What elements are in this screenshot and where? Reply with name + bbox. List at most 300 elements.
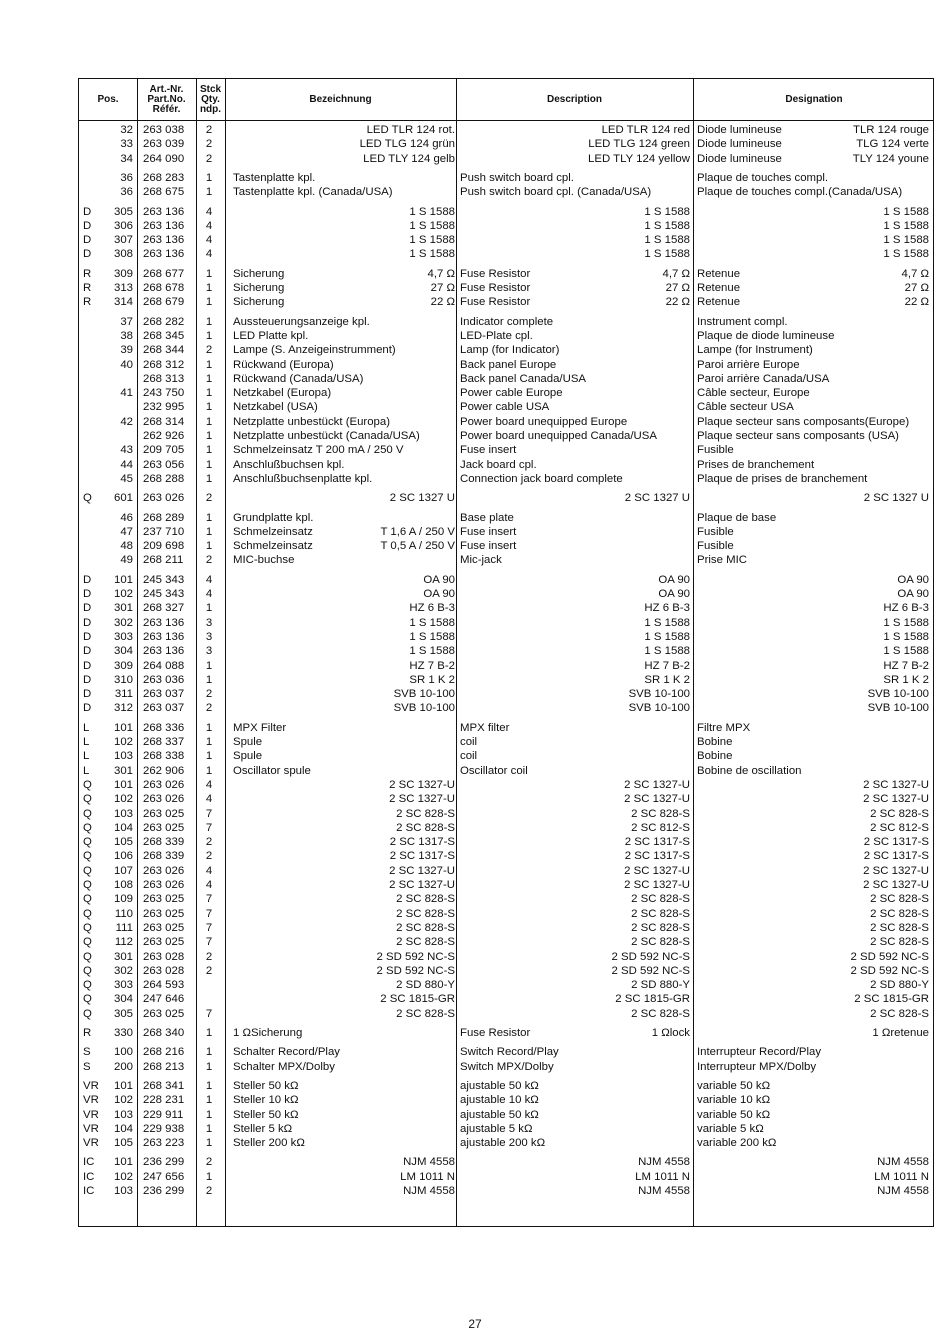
- bezeichnung: Tastenplatte kpl.: [233, 171, 316, 184]
- table-row: [79, 358, 935, 372]
- description: Fuse Resistor: [460, 1027, 531, 1039]
- pos-number: 37: [120, 315, 133, 328]
- designation: Câble secteur USA: [697, 401, 794, 414]
- bezeichnung-value: 1 S 1588: [409, 645, 455, 658]
- description-value: 2 SC 1327-U: [624, 879, 690, 891]
- bezeichnung-value: 1 S 1588: [409, 205, 455, 218]
- designation-value: LM 1011 N: [874, 1170, 929, 1183]
- description: ajustable 50 kΩ: [460, 1079, 539, 1092]
- part-number: 247 656: [143, 1170, 185, 1183]
- part-number: 263 025: [143, 936, 185, 949]
- designation-value: 2 SC 828-S: [870, 807, 929, 820]
- pos-prefix: D: [83, 630, 92, 643]
- table-row: [79, 1122, 935, 1136]
- table-row: [79, 429, 935, 443]
- pos-prefix: Q: [83, 907, 92, 920]
- bezeichnung-value: 2 SC 1327-U: [389, 864, 455, 877]
- quantity: 3: [205, 616, 213, 629]
- table-row: [79, 458, 935, 472]
- bezeichnung: Schmelzeinsatz T 200 mA / 250 V: [233, 444, 404, 457]
- description-value: 4,7 Ω: [662, 267, 690, 280]
- table-row: [79, 1170, 935, 1184]
- pos-number: 32: [120, 124, 133, 136]
- bezeichnung-value: SR 1 K 2: [409, 673, 455, 686]
- designation-value: 1 S 1588: [883, 630, 929, 643]
- designation: Diode lumineuse: [697, 124, 782, 136]
- bezeichnung-value: HZ 7 B-2: [409, 659, 455, 672]
- part-number: 263 025: [143, 893, 185, 906]
- part-number: 264 090: [143, 152, 185, 165]
- designation-value: SVB 10-100: [867, 702, 929, 715]
- description: Fuse Resistor: [460, 296, 531, 309]
- part-number: 263 136: [143, 205, 185, 218]
- description-value: 2 SC 828-S: [631, 921, 690, 934]
- description-value: 1 S 1588: [644, 630, 690, 643]
- table-row: [79, 137, 935, 151]
- bezeichnung-value: 2 SC 1327-U: [389, 793, 455, 806]
- pos-prefix: S: [83, 1046, 91, 1059]
- part-number: 245 343: [143, 588, 185, 600]
- pos-number: 301: [113, 764, 133, 777]
- pos-prefix: D: [83, 205, 92, 218]
- description: Push switch board cpl. (Canada/USA): [460, 186, 652, 199]
- quantity: 1: [205, 736, 213, 748]
- part-number: 263 025: [143, 907, 185, 920]
- description-value: NJM 4558: [638, 1156, 690, 1169]
- description: Push switch board cpl.: [460, 171, 574, 184]
- part-number: 263 136: [143, 219, 185, 232]
- header-qty-fr: ndp.: [199, 103, 222, 115]
- table-row: [79, 205, 935, 219]
- table-row: [79, 950, 935, 964]
- table-row: [79, 315, 935, 329]
- bezeichnung-value: T 0,5 A / 250 V: [380, 540, 455, 553]
- quantity: 1: [205, 673, 213, 686]
- designation: Paroi arrière Europe: [697, 358, 800, 371]
- table-row: [79, 1026, 935, 1040]
- quantity: 3: [205, 645, 213, 658]
- quantity: 1: [205, 430, 213, 442]
- pos-prefix: D: [83, 602, 92, 615]
- table-row: [79, 185, 935, 199]
- table-row: [79, 1184, 935, 1198]
- table-row: [79, 749, 935, 763]
- table-row: [79, 171, 935, 185]
- pos-number: 41: [120, 387, 133, 400]
- table-row: [79, 921, 935, 935]
- description: Jack board cpl.: [460, 458, 537, 471]
- description-value: 1 S 1588: [644, 645, 690, 658]
- designation-value: 4,7 Ω: [901, 267, 929, 280]
- bezeichnung-value: OA 90: [423, 573, 455, 586]
- part-number: 268 337: [143, 736, 185, 748]
- bezeichnung-value: 2 SC 828-S: [396, 1007, 455, 1020]
- pos-number: 106: [113, 850, 133, 863]
- pos-number: 101: [113, 1156, 133, 1169]
- bezeichnung: Sicherung: [233, 267, 285, 280]
- quantity: 1: [205, 267, 213, 280]
- pos-prefix: IC: [83, 1170, 95, 1183]
- bezeichnung: Netzplatte unbestückt (Canada/USA): [233, 430, 420, 442]
- bezeichnung-value: LED TLR 124 rot.: [366, 124, 455, 136]
- designation: Plaque de touches compl.: [697, 171, 829, 184]
- pos-number: 109: [113, 893, 133, 906]
- designation-value: 1 S 1588: [883, 645, 929, 658]
- header-designation: Designation: [785, 93, 843, 105]
- part-number: 263 136: [143, 616, 185, 629]
- description-value: 2 SC 1327-U: [624, 778, 690, 791]
- pos-number: 36: [120, 171, 133, 184]
- pos-prefix: Q: [83, 864, 92, 877]
- description: Fuse insert: [460, 444, 517, 457]
- pos-prefix: VR: [83, 1122, 99, 1135]
- quantity: 2: [205, 702, 213, 715]
- designation-value: 2 SC 812-S: [870, 821, 929, 834]
- part-number: 268 345: [143, 329, 185, 342]
- bezeichnung-value: 27 Ω: [430, 282, 455, 294]
- quantity: 2: [205, 950, 213, 963]
- designation-value: 2 SD 592 NC-S: [850, 964, 929, 977]
- table-row: [79, 415, 935, 429]
- pos-number: 49: [120, 554, 133, 567]
- designation: Diode lumineuse: [697, 152, 782, 165]
- table-row: [79, 219, 935, 233]
- bezeichnung: Rückwand (Europa): [233, 358, 334, 371]
- pos-number: 103: [113, 1185, 133, 1197]
- table-row: [79, 343, 935, 357]
- part-number: 264 593: [143, 979, 185, 992]
- pos-number: 44: [120, 458, 133, 471]
- description: Power board unequipped Canada/USA: [460, 430, 657, 442]
- part-number: 268 339: [143, 850, 185, 863]
- description: coil: [460, 736, 478, 748]
- description: ajustable 50 kΩ: [460, 1108, 539, 1121]
- quantity: 1: [205, 458, 213, 471]
- quantity: 1: [205, 1170, 213, 1183]
- designation: Plaque de diode lumineuse: [697, 329, 835, 342]
- quantity: 1: [205, 315, 213, 328]
- pos-prefix: L: [83, 736, 90, 748]
- quantity: 1: [205, 186, 213, 199]
- pos-number: 330: [113, 1027, 133, 1039]
- pos-number: 48: [120, 540, 133, 553]
- pos-prefix: D: [83, 248, 92, 261]
- bezeichnung: Spule: [233, 750, 263, 763]
- pos-number: 303: [113, 630, 133, 643]
- bezeichnung: Steller 200 kΩ: [233, 1137, 305, 1150]
- quantity: 4: [205, 219, 213, 232]
- bezeichnung-value: SVB 10-100: [393, 702, 455, 715]
- designation: variable 50 kΩ: [697, 1108, 771, 1121]
- bezeichnung-value: 1 S 1588: [409, 219, 455, 232]
- part-number: 263 136: [143, 645, 185, 658]
- description-value: 2 SC 828-S: [631, 907, 690, 920]
- bezeichnung: Rückwand (Canada/USA): [233, 372, 364, 385]
- designation: Bobine: [697, 750, 733, 763]
- part-number: 263 056: [143, 458, 185, 471]
- quantity: 1: [205, 750, 213, 763]
- designation: Plaque de touches compl.(Canada/USA): [697, 186, 903, 199]
- table-row: [79, 1136, 935, 1150]
- designation: Bobine de oscillation: [697, 764, 802, 777]
- pos-prefix: Q: [83, 936, 92, 949]
- pos-number: 102: [113, 1170, 133, 1183]
- table-row: [79, 525, 935, 539]
- bezeichnung: MPX Filter: [233, 721, 287, 734]
- designation-value: OA 90: [897, 588, 929, 600]
- pos-number: 103: [113, 1108, 133, 1121]
- part-number: 263 223: [143, 1137, 185, 1150]
- quantity: 2: [205, 554, 213, 567]
- quantity: 1: [205, 358, 213, 371]
- description-value: 2 SD 880-Y: [631, 979, 690, 992]
- quantity: 2: [205, 152, 213, 165]
- part-number: 243 750: [143, 387, 185, 400]
- designation-value: 2 SC 828-S: [870, 1007, 929, 1020]
- bezeichnung-value: 22 Ω: [430, 296, 455, 309]
- part-number: 263 136: [143, 234, 185, 247]
- pos-prefix: Q: [83, 836, 92, 849]
- bezeichnung: Anschlußbuchsen kpl.: [233, 458, 345, 471]
- bezeichnung-value: 2 SC 1327-U: [389, 879, 455, 891]
- designation-value: 2 SC 828-S: [870, 907, 929, 920]
- header-divider: [79, 120, 933, 121]
- part-number: 263 037: [143, 688, 185, 701]
- pos-prefix: Q: [83, 950, 92, 963]
- description-value: OA 90: [658, 573, 690, 586]
- quantity: 7: [205, 907, 213, 920]
- part-number: 268 677: [143, 267, 185, 280]
- part-number: 268 312: [143, 358, 185, 371]
- table-row: [79, 587, 935, 601]
- header-qty-de: Stck: [199, 83, 222, 95]
- pos-number: 601: [113, 492, 133, 505]
- quantity: 3: [205, 630, 213, 643]
- designation: Retenue: [697, 282, 741, 294]
- designation: Fusible: [697, 444, 734, 457]
- part-number: 268 216: [143, 1046, 185, 1059]
- description: Power cable USA: [460, 401, 550, 414]
- bezeichnung: Aussteuerungsanzeige kpl.: [233, 315, 370, 328]
- table-row: [79, 878, 935, 892]
- part-number: 268 327: [143, 602, 185, 615]
- designation-value: TLR 124 rouge: [853, 124, 929, 136]
- bezeichnung: 1 ΩSicherung: [233, 1027, 303, 1039]
- description: Fuse insert: [460, 540, 517, 553]
- designation-value: 2 SD 592 NC-S: [850, 950, 929, 963]
- pos-number: 303: [113, 979, 133, 992]
- description-value: 22 Ω: [665, 296, 690, 309]
- bezeichnung: Netzkabel (USA): [233, 401, 318, 414]
- designation: Prise MIC: [697, 554, 747, 567]
- table-row: [79, 964, 935, 978]
- designation: Lampe (for Instrument): [697, 344, 813, 357]
- table-row: [79, 892, 935, 906]
- pos-number: 309: [113, 267, 133, 280]
- designation: Fusible: [697, 540, 734, 553]
- designation-value: HZ 7 B-2: [883, 659, 929, 672]
- part-number: 262 906: [143, 764, 185, 777]
- quantity: 4: [205, 588, 213, 600]
- quantity: 7: [205, 936, 213, 949]
- bezeichnung: Schmelzeinsatz: [233, 540, 313, 553]
- designation-value: 2 SC 828-S: [870, 893, 929, 906]
- description: Indicator complete: [460, 315, 554, 328]
- designation-value: 1 S 1588: [883, 219, 929, 232]
- header-part-no-en: Part.No.: [147, 93, 186, 105]
- table-row: [79, 1007, 935, 1021]
- table-row: [79, 1079, 935, 1093]
- pos-prefix: VR: [83, 1079, 99, 1092]
- description-value: 1 S 1588: [644, 234, 690, 247]
- pos-prefix: Q: [83, 492, 92, 505]
- part-number: 263 026: [143, 879, 185, 891]
- description: Mic-jack: [460, 554, 502, 567]
- bezeichnung: Tastenplatte kpl. (Canada/USA): [233, 186, 393, 199]
- table-row: [79, 511, 935, 525]
- bezeichnung-value: 2 SC 828-S: [396, 907, 455, 920]
- part-number: 268 314: [143, 415, 185, 428]
- part-number: 209 698: [143, 540, 185, 553]
- bezeichnung: LED Platte kpl.: [233, 329, 309, 342]
- designation: variable 200 kΩ: [697, 1137, 777, 1150]
- quantity: 2: [205, 850, 213, 863]
- quantity: 4: [205, 879, 213, 891]
- pos-prefix: L: [83, 764, 90, 777]
- pos-number: 100: [113, 1046, 133, 1059]
- pos-prefix: VR: [83, 1137, 99, 1150]
- pos-number: 314: [113, 296, 133, 309]
- page-number: 27: [468, 1317, 482, 1331]
- table-row: [79, 1155, 935, 1169]
- bezeichnung: Steller 50 kΩ: [233, 1079, 299, 1092]
- part-number: 263 036: [143, 673, 185, 686]
- quantity: 1: [205, 1122, 213, 1135]
- pos-prefix: L: [83, 721, 90, 734]
- part-number: 268 283: [143, 171, 185, 184]
- designation-value: NJM 4558: [877, 1185, 929, 1197]
- quantity: 1: [205, 387, 213, 400]
- pos-number: 304: [113, 645, 133, 658]
- table-row: [79, 992, 935, 1006]
- description-value: 2 SC 828-S: [631, 807, 690, 820]
- part-number: 268 289: [143, 511, 185, 524]
- pos-number: 43: [120, 444, 133, 457]
- description-value: 27 Ω: [665, 282, 690, 294]
- designation-value: 2 SC 1327-U: [863, 793, 929, 806]
- designation-value: 2 SC 1327-U: [863, 778, 929, 791]
- parts-list-table: [78, 78, 934, 1227]
- table-row: [79, 386, 935, 400]
- designation: Interrupteur MPX/Dolby: [697, 1060, 817, 1073]
- quantity: 7: [205, 893, 213, 906]
- pos-number: 101: [113, 573, 133, 586]
- description: Back panel Europe: [460, 358, 557, 371]
- table-row: [79, 1108, 935, 1122]
- quantity: 1: [205, 1060, 213, 1073]
- pos-number: 313: [113, 282, 133, 294]
- bezeichnung-value: 2 SC 1815-GR: [380, 993, 455, 1006]
- quantity: 4: [205, 778, 213, 791]
- quantity: 2: [205, 688, 213, 701]
- quantity: 1: [205, 1137, 213, 1150]
- bezeichnung-value: 1 S 1588: [409, 630, 455, 643]
- bezeichnung-value: 2 SD 592 NC-S: [376, 950, 455, 963]
- pos-prefix: Q: [83, 921, 92, 934]
- bezeichnung: Spule: [233, 736, 263, 748]
- table-row: [79, 1045, 935, 1059]
- pos-prefix: D: [83, 659, 92, 672]
- description: Fuse Resistor: [460, 267, 531, 280]
- bezeichnung-value: 4,7 Ω: [427, 267, 455, 280]
- pos-number: 307: [113, 234, 133, 247]
- designation: Plaque de prises de branchement: [697, 472, 868, 485]
- table-row: [79, 978, 935, 992]
- part-number: 268 288: [143, 472, 185, 485]
- description: Power board unequipped Europe: [460, 415, 628, 428]
- table-row: [79, 659, 935, 673]
- quantity: 7: [205, 821, 213, 834]
- pos-number: 112: [114, 936, 133, 949]
- pos-prefix: Q: [83, 1007, 92, 1020]
- designation: Fusible: [697, 525, 734, 538]
- pos-prefix: D: [83, 573, 92, 586]
- pos-number: 311: [114, 688, 133, 701]
- description-value: SVB 10-100: [628, 688, 690, 701]
- bezeichnung: Schalter MPX/Dolby: [233, 1060, 335, 1073]
- header-part-no-fr: Référ.: [152, 103, 181, 115]
- description: Power cable Europe: [460, 387, 563, 400]
- pos-prefix: Q: [83, 993, 92, 1006]
- pos-number: 102: [113, 793, 133, 806]
- quantity: 4: [205, 248, 213, 261]
- bezeichnung: Sicherung: [233, 296, 285, 309]
- pos-prefix: D: [83, 702, 92, 715]
- pos-number: 105: [113, 1137, 133, 1150]
- table-row: [79, 1093, 935, 1107]
- designation-value: 2 SC 1327-U: [863, 864, 929, 877]
- pos-prefix: Q: [83, 850, 92, 863]
- quantity: 4: [205, 864, 213, 877]
- bezeichnung: Grundplatte kpl.: [233, 511, 314, 524]
- designation-value: 1 S 1588: [883, 205, 929, 218]
- bezeichnung: Sicherung: [233, 282, 285, 294]
- description-value: 2 SC 1815-GR: [615, 993, 690, 1006]
- part-number: 263 037: [143, 702, 185, 715]
- bezeichnung-value: 1 S 1588: [409, 616, 455, 629]
- table-row: [79, 400, 935, 414]
- description-value: 2 SC 1317-S: [624, 836, 690, 849]
- pos-number: 200: [113, 1060, 133, 1073]
- header-part-no: [137, 79, 196, 120]
- bezeichnung-value: NJM 4558: [403, 1156, 455, 1169]
- quantity: 2: [205, 964, 213, 977]
- pos-number: 34: [120, 152, 133, 165]
- quantity: 1: [205, 372, 213, 385]
- quantity: 1: [205, 721, 213, 734]
- quantity: 1: [205, 296, 213, 309]
- table-row: [79, 792, 935, 806]
- pos-prefix: R: [83, 267, 92, 280]
- quantity: 2: [205, 124, 213, 136]
- pos-number: 33: [120, 138, 133, 151]
- part-number: 263 026: [143, 492, 185, 505]
- designation-value: SVB 10-100: [867, 688, 929, 701]
- description: Base plate: [460, 511, 514, 524]
- designation: Plaque de base: [697, 511, 777, 524]
- part-number: 263 025: [143, 821, 185, 834]
- pos-number: 102: [113, 736, 133, 748]
